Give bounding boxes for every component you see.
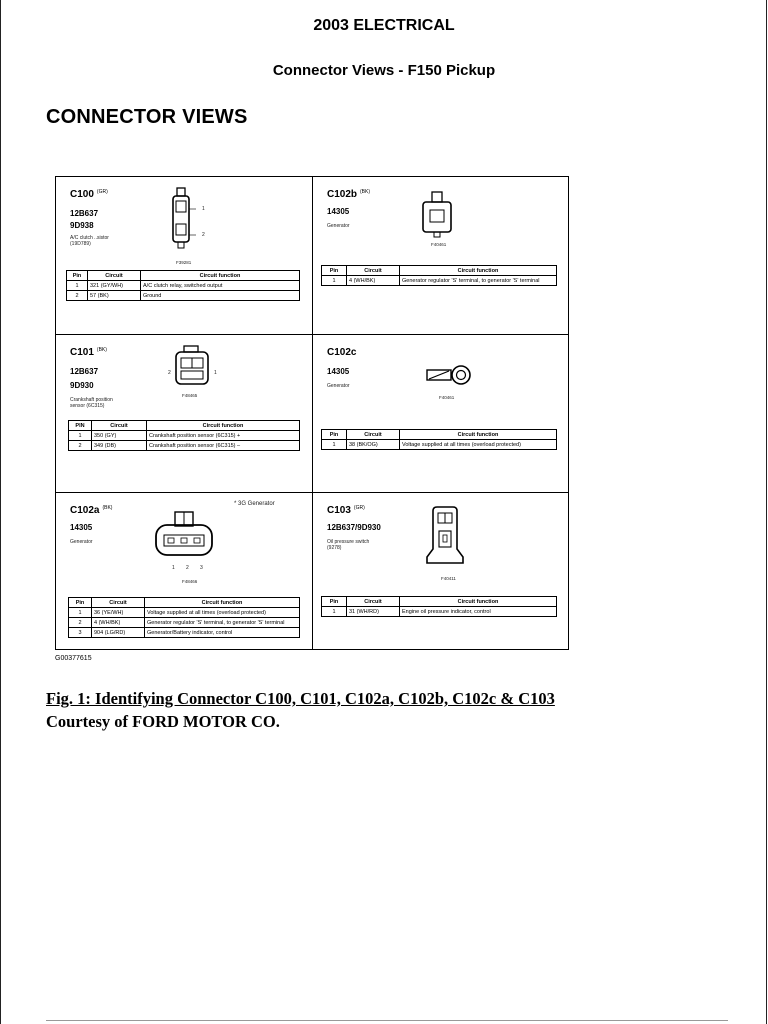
diagram-id: F40461 — [431, 242, 447, 247]
table-row: 1 36 (YE/WH) Voltage supplied at all times (overload protected) — [69, 608, 300, 618]
col-circuit: Circuit — [92, 421, 147, 431]
col-pin: Pin — [322, 597, 347, 607]
table-row: 2 4 (WH/BK) Generator regulator 'S' terminal, to generator 'S' terminal — [69, 618, 300, 628]
figure-id: G00377615 — [55, 655, 92, 662]
part-number: 14305 — [70, 523, 93, 532]
connector-c102a-diagram — [154, 511, 214, 561]
component-description: sensor (6C315) — [70, 403, 105, 409]
part-number: 12B637 — [70, 209, 99, 218]
table-row: 2 349 (DB) Crankshaft position sensor (6C315) – — [69, 441, 300, 451]
diagram-id: F48465 — [182, 393, 198, 398]
component-description: A/C clutch ..sistor — [70, 235, 109, 241]
component-description: Generator — [327, 223, 350, 229]
component-description: Generator — [70, 539, 93, 545]
connector-name: C102a $^{(BK)}$ — [70, 505, 113, 516]
connector-name: C100 $^{(GR)}$ — [70, 189, 108, 200]
diagram-id: F39281 — [176, 260, 192, 265]
col-pin: Pin — [322, 430, 347, 440]
table-row: 3 904 (LG/RD) Generator/Battery indicator, control — [69, 628, 300, 638]
document-subtitle: Connector Views - F150 Pickup — [272, 62, 496, 79]
diagram-id: F40411 — [441, 576, 456, 581]
col-circuit: Circuit — [347, 266, 400, 276]
table-row: 1 4 (WH/BK) Generator regulator 'S' terminal, to generator 'S' terminal — [322, 276, 557, 286]
section-heading: CONNECTOR VIEWS — [46, 106, 248, 128]
col-circuit: Circuit — [347, 597, 400, 607]
col-function: Circuit function — [400, 266, 557, 276]
col-function: Circuit function — [145, 598, 300, 608]
page-border-right — [766, 0, 767, 1024]
component-description: Crankshaft position — [70, 397, 113, 403]
col-pin: Pin — [69, 598, 92, 608]
figure-caption: Fig. 1: Identifying Connector C100, C101, C102a, C102b, C102c & C103 — [46, 689, 555, 708]
part-number: 9D930 — [70, 381, 94, 390]
pin-label: 2 — [202, 232, 205, 238]
connector-c103-panel — [313, 493, 569, 651]
col-function: Circuit function — [400, 597, 557, 607]
col-function: Circuit function — [400, 430, 557, 440]
page-border-left — [0, 0, 1, 1024]
pin-label: 3 — [200, 565, 203, 571]
component-description: Generator — [327, 383, 350, 389]
pin-label: 2 — [168, 370, 171, 376]
connector-c101-panel — [56, 335, 312, 493]
table-row: 2 57 (BK) Ground — [67, 291, 300, 301]
document-title: 2003 ELECTRICAL — [313, 17, 455, 34]
part-number: 9D938 — [70, 221, 94, 230]
connector-c102b-panel — [313, 177, 569, 335]
col-pin: Pin — [322, 266, 347, 276]
part-number: 14305 — [327, 367, 350, 376]
component-description: Oil pressure switch — [327, 539, 370, 545]
connector-c102a-panel — [56, 493, 312, 651]
col-function: Circuit function — [147, 421, 300, 431]
col-circuit: Circuit — [347, 430, 400, 440]
generator-note: * 3G Generator — [234, 501, 275, 507]
pin-label: 1 — [172, 565, 175, 571]
table-row: 1 31 (WH/RD) Engine oil pressure indicator, control — [322, 607, 557, 617]
connector-c100-diagram — [170, 187, 200, 253]
connector-c103-diagram — [425, 505, 465, 571]
col-pin: Pin — [67, 271, 88, 281]
connector-c101-diagram — [174, 345, 210, 389]
pin-label: 2 — [186, 565, 189, 571]
connector-name: C101 $^{(BK)}$ — [70, 347, 107, 358]
circuit-table — [321, 596, 557, 617]
circuit-table — [68, 420, 300, 451]
table-row: 1 321 (GY/WH) A/C clutch relay, switched output — [67, 281, 300, 291]
col-circuit: Circuit — [92, 598, 145, 608]
connector-name: C103 $^{(GR)}$ — [327, 505, 365, 516]
table-row: 1 38 (BK/OG) Voltage supplied at all times (overload protected) — [322, 440, 557, 450]
table-row: 1 350 (GY) Crankshaft position sensor (6C315) + — [69, 431, 300, 441]
connector-figure — [55, 176, 569, 650]
circuit-table — [66, 270, 300, 301]
circuit-table — [321, 429, 557, 450]
connector-name: C102b $^{(BK)}$ — [327, 189, 371, 200]
circuit-table — [68, 597, 300, 638]
component-description: (9278) — [327, 545, 342, 551]
connector-c102c-panel — [313, 335, 569, 493]
col-circuit: Circuit — [88, 271, 141, 281]
part-number: 12B637/9D930 — [327, 523, 381, 532]
col-function: Circuit function — [141, 271, 300, 281]
component-description: (19D789) — [70, 241, 91, 247]
figure-courtesy: Courtesy of FORD MOTOR CO. — [46, 712, 280, 731]
pin-label: 1 — [202, 206, 205, 212]
diagram-id: F40461 — [439, 395, 455, 400]
part-number: 14305 — [327, 207, 350, 216]
diagram-id: F48466 — [182, 579, 198, 584]
pin-label: 1 — [214, 370, 217, 376]
col-pin: PIN — [69, 421, 92, 431]
part-number: 12B637 — [70, 367, 99, 376]
circuit-table — [321, 265, 557, 286]
page-bottom-rule — [46, 1020, 728, 1021]
connector-c102b-diagram — [421, 191, 455, 243]
connector-c100-panel — [56, 177, 312, 335]
connector-c102c-diagram — [425, 363, 477, 389]
connector-name: C102c — [327, 347, 357, 358]
